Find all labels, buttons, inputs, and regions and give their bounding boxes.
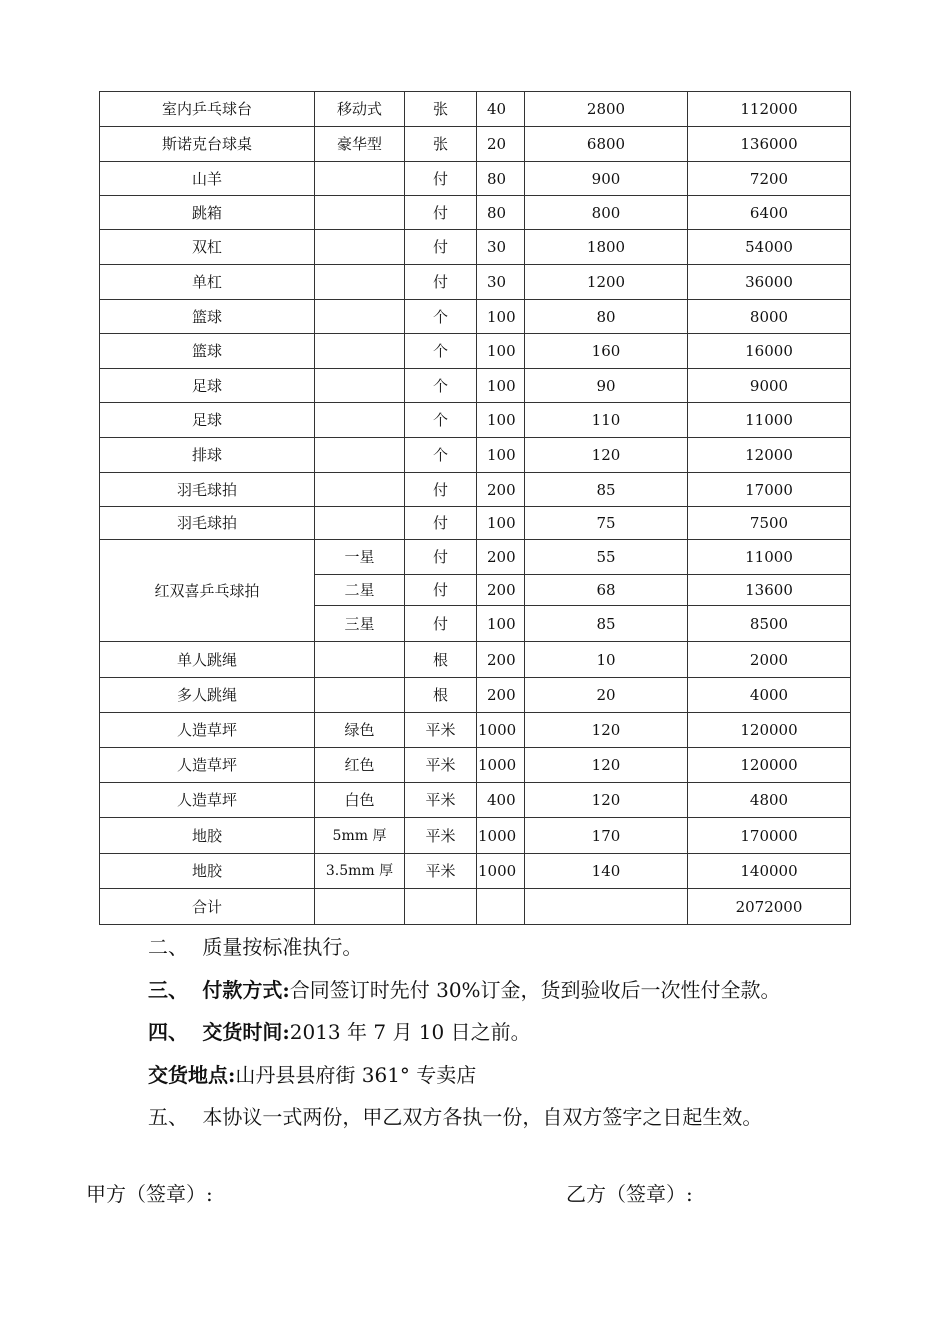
item-unit: 张	[405, 92, 477, 127]
table-row	[100, 507, 851, 540]
clause-label: 交货时间:	[202, 1020, 290, 1044]
item-price: 55	[525, 540, 688, 575]
item-name: 篮球	[100, 300, 315, 334]
clause-number: 三、	[148, 978, 188, 1002]
item-qty: 200	[477, 540, 525, 575]
item-spec: 白色	[315, 783, 405, 818]
item-name: 斯诺克台球桌	[100, 127, 315, 162]
item-unit: 平米	[405, 783, 477, 818]
item-price: 1800	[525, 230, 688, 265]
table-row	[100, 127, 851, 162]
party-b-signature: 乙方（签章）:	[566, 1182, 693, 1206]
item-price: 68	[525, 575, 688, 606]
item-unit: 付	[405, 162, 477, 196]
item-unit: 个	[405, 300, 477, 334]
item-price: 140	[525, 854, 688, 889]
table-row	[100, 92, 851, 127]
table-row	[100, 438, 851, 473]
item-qty: 100	[477, 438, 525, 473]
clause-number: 二、	[148, 935, 188, 959]
item-amount: 11000	[688, 403, 851, 438]
item-name: 人造草坪	[100, 783, 315, 818]
item-unit: 个	[405, 369, 477, 403]
table-row	[100, 300, 851, 334]
item-qty: 1000	[477, 713, 525, 748]
delivery-place	[148, 1062, 476, 1088]
item-name: 地胶	[100, 818, 315, 854]
item-spec: 豪华型	[315, 127, 405, 162]
table-row	[100, 265, 851, 300]
item-unit: 付	[405, 575, 477, 606]
empty-cell	[405, 889, 477, 925]
table-row	[100, 334, 851, 369]
item-price: 85	[525, 473, 688, 507]
item-price: 20	[525, 678, 688, 713]
item-price: 800	[525, 196, 688, 230]
item-spec	[315, 300, 405, 334]
item-spec	[315, 473, 405, 507]
item-qty: 100	[477, 507, 525, 540]
item-qty: 1000	[477, 818, 525, 854]
item-spec	[315, 265, 405, 300]
table-row	[100, 783, 851, 818]
item-price: 1200	[525, 265, 688, 300]
table-row	[100, 678, 851, 713]
item-spec: 5mm 厚	[315, 818, 405, 854]
item-unit: 付	[405, 606, 477, 642]
item-name: 羽毛球拍	[100, 507, 315, 540]
item-qty: 100	[477, 369, 525, 403]
item-qty: 200	[477, 678, 525, 713]
item-spec	[315, 403, 405, 438]
item-qty: 80	[477, 196, 525, 230]
item-unit: 付	[405, 473, 477, 507]
item-amount: 36000	[688, 265, 851, 300]
item-price: 120	[525, 713, 688, 748]
item-spec: 二星	[315, 575, 405, 606]
item-spec: 一星	[315, 540, 405, 575]
table-row	[100, 230, 851, 265]
item-price: 120	[525, 783, 688, 818]
item-price: 110	[525, 403, 688, 438]
item-amount: 140000	[688, 854, 851, 889]
table-row	[100, 854, 851, 889]
clause-number: 四、	[148, 1020, 188, 1044]
item-name: 单人跳绳	[100, 642, 315, 678]
item-qty: 200	[477, 575, 525, 606]
item-qty: 40	[477, 92, 525, 127]
item-name: 排球	[100, 438, 315, 473]
item-spec: 3.5mm 厚	[315, 854, 405, 889]
item-unit: 张	[405, 127, 477, 162]
item-amount: 54000	[688, 230, 851, 265]
item-price: 160	[525, 334, 688, 369]
item-price: 2800	[525, 92, 688, 127]
item-name: 人造草坪	[100, 748, 315, 783]
clause-text: 合同签订时先付 30%订金，货到验收后一次性付全款。	[289, 978, 781, 1002]
item-qty: 200	[477, 473, 525, 507]
item-unit: 付	[405, 507, 477, 540]
item-amount: 170000	[688, 818, 851, 854]
item-amount: 13600	[688, 575, 851, 606]
item-amount: 8000	[688, 300, 851, 334]
table-total-row	[100, 889, 851, 925]
item-spec	[315, 507, 405, 540]
item-qty: 30	[477, 265, 525, 300]
group-item-name: 红双喜乒乓球拍	[100, 540, 315, 642]
empty-cell	[477, 889, 525, 925]
item-amount: 6400	[688, 196, 851, 230]
clause-text: 质量按标准执行。	[202, 935, 363, 959]
item-unit: 平米	[405, 854, 477, 889]
item-unit: 根	[405, 642, 477, 678]
item-qty: 100	[477, 606, 525, 642]
empty-cell	[525, 889, 688, 925]
item-spec: 绿色	[315, 713, 405, 748]
item-price: 90	[525, 369, 688, 403]
item-qty: 30	[477, 230, 525, 265]
item-unit: 平米	[405, 713, 477, 748]
item-unit: 付	[405, 196, 477, 230]
table-row	[100, 540, 851, 575]
table-row	[100, 642, 851, 678]
item-unit: 付	[405, 230, 477, 265]
item-unit: 付	[405, 265, 477, 300]
clause-text: 本协议一式两份，甲乙双方各执一份，自双方签字之日起生效。	[202, 1105, 763, 1129]
item-price: 120	[525, 438, 688, 473]
item-name: 多人跳绳	[100, 678, 315, 713]
item-qty: 20	[477, 127, 525, 162]
item-qty: 200	[477, 642, 525, 678]
item-amount: 120000	[688, 748, 851, 783]
item-spec: 三星	[315, 606, 405, 642]
item-amount: 7200	[688, 162, 851, 196]
item-price: 900	[525, 162, 688, 196]
total-amount: 2072000	[688, 889, 851, 925]
table-row	[100, 748, 851, 783]
item-unit: 个	[405, 403, 477, 438]
item-spec	[315, 438, 405, 473]
item-name: 山羊	[100, 162, 315, 196]
table-row	[100, 473, 851, 507]
table-row	[100, 196, 851, 230]
item-amount: 7500	[688, 507, 851, 540]
item-amount: 2000	[688, 642, 851, 678]
item-amount: 4000	[688, 678, 851, 713]
clause-label: 付款方式:	[202, 978, 290, 1002]
item-price: 10	[525, 642, 688, 678]
table-row	[100, 818, 851, 854]
item-spec	[315, 162, 405, 196]
goods-table	[99, 91, 851, 925]
item-amount: 8500	[688, 606, 851, 642]
clause-5	[148, 1104, 762, 1130]
item-name: 人造草坪	[100, 713, 315, 748]
table-row	[100, 162, 851, 196]
item-price: 75	[525, 507, 688, 540]
item-price: 120	[525, 748, 688, 783]
item-name: 足球	[100, 403, 315, 438]
item-amount: 16000	[688, 334, 851, 369]
table-row	[100, 713, 851, 748]
item-name: 室内乒乓球台	[100, 92, 315, 127]
item-qty: 100	[477, 403, 525, 438]
item-qty: 100	[477, 300, 525, 334]
item-qty: 100	[477, 334, 525, 369]
clause-text: 山丹县县府街 361° 专卖店	[235, 1063, 477, 1087]
item-unit: 平米	[405, 818, 477, 854]
total-label: 合计	[100, 889, 315, 925]
item-qty: 1000	[477, 854, 525, 889]
item-amount: 112000	[688, 92, 851, 127]
item-name: 足球	[100, 369, 315, 403]
item-unit: 根	[405, 678, 477, 713]
item-spec	[315, 678, 405, 713]
item-name: 单杠	[100, 265, 315, 300]
item-spec	[315, 196, 405, 230]
item-name: 羽毛球拍	[100, 473, 315, 507]
item-amount: 17000	[688, 473, 851, 507]
item-qty: 400	[477, 783, 525, 818]
empty-cell	[315, 889, 405, 925]
clause-3	[148, 977, 781, 1003]
item-spec: 移动式	[315, 92, 405, 127]
item-amount: 11000	[688, 540, 851, 575]
item-amount: 9000	[688, 369, 851, 403]
clause-2	[148, 934, 362, 960]
item-amount: 120000	[688, 713, 851, 748]
item-qty: 80	[477, 162, 525, 196]
item-unit: 付	[405, 540, 477, 575]
item-qty: 1000	[477, 748, 525, 783]
item-amount: 12000	[688, 438, 851, 473]
item-amount: 136000	[688, 127, 851, 162]
clause-number: 五、	[148, 1105, 188, 1129]
item-name: 双杠	[100, 230, 315, 265]
clause-4	[148, 1019, 531, 1045]
item-name: 篮球	[100, 334, 315, 369]
item-spec: 红色	[315, 748, 405, 783]
item-spec	[315, 334, 405, 369]
item-name: 地胶	[100, 854, 315, 889]
item-unit: 个	[405, 334, 477, 369]
item-amount: 4800	[688, 783, 851, 818]
table-row	[100, 369, 851, 403]
clause-text: 2013 年 7 月 10 日之前。	[289, 1020, 531, 1044]
item-price: 80	[525, 300, 688, 334]
item-spec	[315, 369, 405, 403]
item-price: 170	[525, 818, 688, 854]
table-row	[100, 403, 851, 438]
item-spec	[315, 642, 405, 678]
item-price: 6800	[525, 127, 688, 162]
clause-label: 交货地点:	[148, 1063, 236, 1087]
party-a-signature: 甲方（签章）:	[86, 1182, 213, 1206]
item-name: 跳箱	[100, 196, 315, 230]
item-spec	[315, 230, 405, 265]
item-unit: 个	[405, 438, 477, 473]
item-unit: 平米	[405, 748, 477, 783]
item-price: 85	[525, 606, 688, 642]
